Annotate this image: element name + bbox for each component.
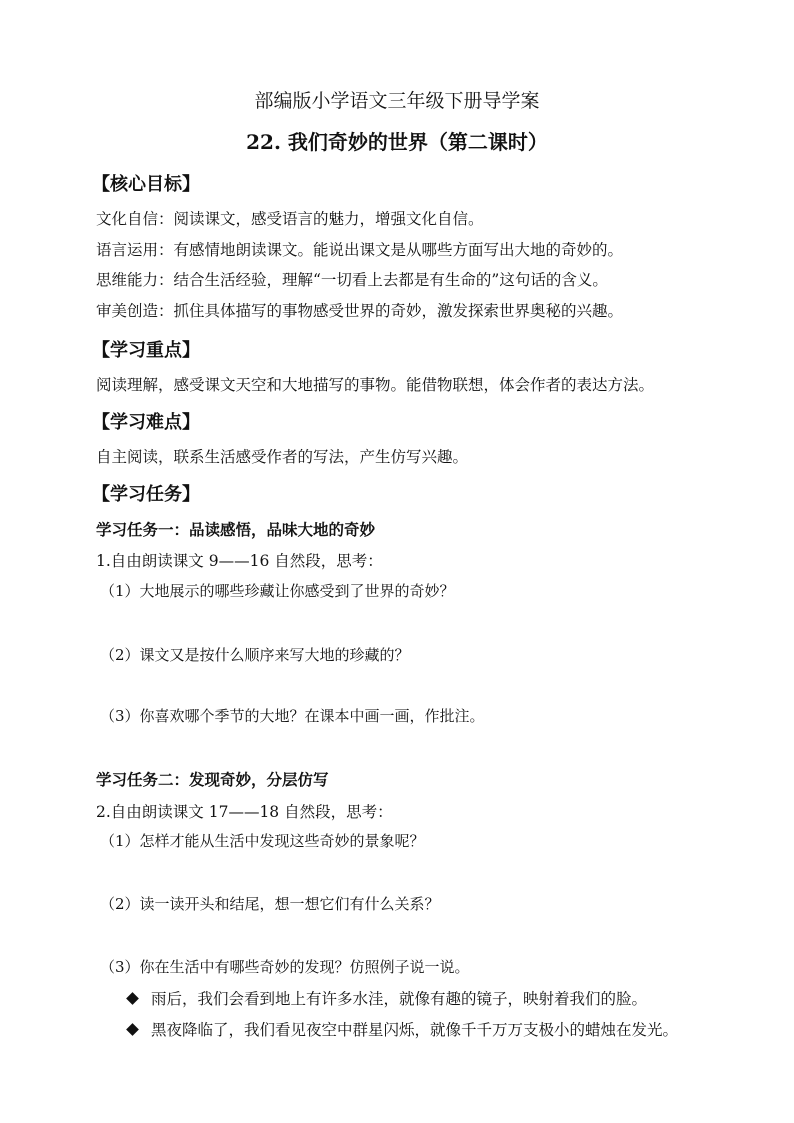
- task1-prompt: 1.自由朗读课文 9——16 自然段，思考：: [96, 552, 383, 570]
- example-text: 雨后，我们会看到地上有许多水洼，就像有趣的镜子，映射着我们的脸。: [151, 990, 648, 1008]
- example-item: [124, 1018, 678, 1040]
- task2-question-2: （2）读一读开头和结尾，想一想它们有什么关系？: [100, 895, 440, 913]
- core-goal-language: 语言运用：有感情地朗读课文。能说出课文是从哪些方面写出大地的奇妙的。: [96, 241, 624, 259]
- task1-question-3: （3）你喜欢哪个季节的大地？在课本中画一画，作批注。: [100, 707, 485, 725]
- task1-question-2: （2）课文又是按什么顺序来写大地的珍藏的？: [100, 646, 410, 664]
- core-goal-culture: 文化自信：阅读课文，感受语言的魅力，增强文化自信。: [96, 210, 484, 228]
- key-points-heading: 【学习重点】: [92, 340, 200, 361]
- task2-title: 学习任务二：发现奇妙，分层仿写: [96, 770, 329, 789]
- core-goals-heading: 【核心目标】: [92, 174, 200, 195]
- task2-prompt: 2.自由朗读课文 17——18 自然段，思考：: [96, 803, 393, 821]
- diamond-bullet-icon: [126, 992, 139, 1005]
- core-goal-thinking: 思维能力：结合生活经验，理解“一切看上去都是有生命的”这句话的含义。: [96, 271, 608, 289]
- example-item: [124, 987, 647, 1009]
- example-text: 黑夜降临了，我们看见夜空中群星闪烁，就像千千万万支极小的蜡烛在发光。: [151, 1021, 679, 1039]
- document-title: 部编版小学语文三年级下册导学案: [254, 90, 540, 112]
- core-goal-aesthetic: 审美创造：抓住具体描写的事物感受世界的奇妙，激发探索世界奥秘的兴趣。: [96, 302, 624, 320]
- task1-title: 学习任务一：品读感悟，品味大地的奇妙: [96, 520, 376, 539]
- lesson-title: 22. 我们奇妙的世界（第二课时）: [246, 130, 548, 154]
- tasks-heading: 【学习任务】: [92, 484, 200, 505]
- key-points-text: 阅读理解，感受课文天空和大地描写的事物。能借物联想，体会作者的表达方法。: [96, 376, 655, 394]
- task2-question-3: （3）你在生活中有哪些奇妙的发现？仿照例子说一说。: [100, 958, 470, 976]
- difficulties-text: 自主阅读，联系生活感受作者的写法，产生仿写兴趣。: [96, 448, 469, 466]
- difficulties-heading: 【学习难点】: [92, 412, 200, 433]
- diamond-bullet-icon: [126, 1023, 139, 1036]
- task2-question-1: （1）怎样才能从生活中发现这些奇妙的景象呢？: [100, 832, 425, 850]
- task1-question-1: （1）大地展示的哪些珍藏让你感受到了世界的奇妙？: [100, 582, 455, 600]
